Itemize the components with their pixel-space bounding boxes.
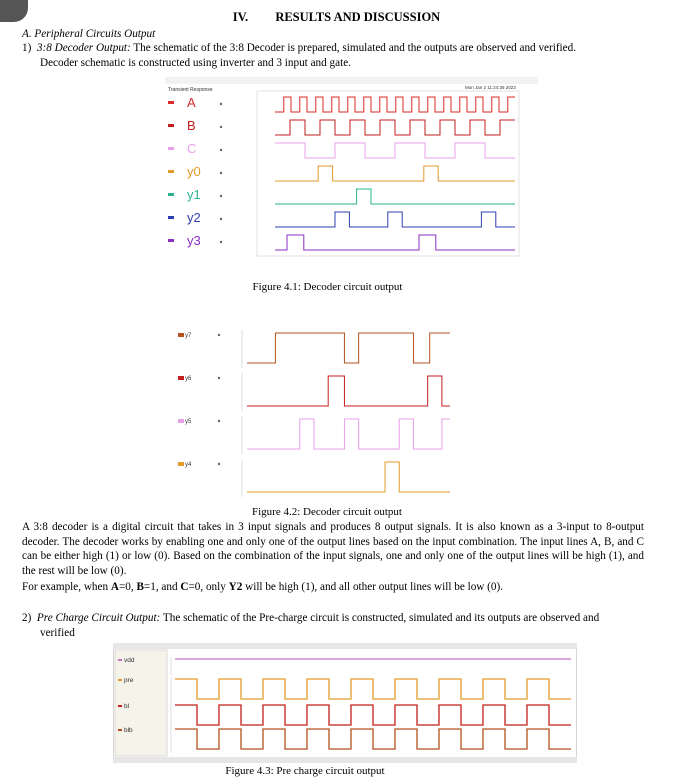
- legend-dot: [218, 420, 220, 422]
- item2-title: Pre Charge Circuit Output:: [36, 612, 161, 624]
- decoder-description: A 3:8 decoder is a digital circuit that takes in 3 input signals and produces 8 output signals. It is also known as a 3-input to 8-output decoder. The decoder works by enabling one and only one of the output lines based on the input combination. The input lines A, B, and C can be either high (1) or low (0). Based on the combination of the input signals, one and only one of the output lines will be high (1), and the rest will be low (0).: [22, 521, 644, 577]
- legend-label-blb: blb: [124, 727, 133, 734]
- legend-swatch-y5: [178, 419, 184, 423]
- figure1-plot: [165, 77, 538, 272]
- figure3-titlebar: [113, 643, 577, 649]
- legend-label-c: C: [187, 141, 197, 156]
- legend-swatch-vdd: [118, 659, 122, 661]
- figure1-titlebar: [165, 77, 538, 84]
- example-b: B: [136, 581, 144, 593]
- item2-label: 2): [22, 612, 32, 624]
- section-title: RESULTS AND DISCUSSION: [275, 10, 441, 24]
- legend-swatch-y0: [168, 170, 174, 173]
- figure2-caption: Figure 4.2: Decoder circuit output: [252, 506, 402, 518]
- legend-dot: [220, 149, 222, 151]
- legend-label-pre: pre: [124, 677, 134, 684]
- legend-swatch-b: [168, 124, 174, 127]
- figure2-background: [172, 318, 457, 503]
- legend-label-a: A: [187, 95, 196, 110]
- section-number: IV.: [232, 10, 249, 24]
- legend-swatch-a: [168, 101, 174, 104]
- legend-label-y6: y6: [185, 376, 192, 382]
- legend-dot: [220, 218, 222, 220]
- figure3-statusbar: [113, 757, 577, 763]
- legend-label-y4: y4: [185, 462, 192, 468]
- legend-label-vdd: vdd: [124, 657, 135, 664]
- item1-title: 3:8 Decoder Output:: [36, 42, 131, 54]
- legend-swatch-blb: [118, 729, 122, 731]
- legend-swatch-y1: [168, 193, 174, 196]
- figure2-svg: [172, 318, 457, 503]
- legend-label-b: B: [187, 118, 196, 133]
- legend-dot: [220, 126, 222, 128]
- legend-label-y0: y0: [187, 164, 201, 179]
- figure3-plot: [113, 643, 577, 763]
- example-text-1: For example, when: [22, 581, 111, 593]
- example-text-2: =0,: [118, 581, 137, 593]
- figure3-caption: Figure 4.3: Pre charge circuit output: [225, 765, 385, 777]
- example-text-4: =0, only: [188, 581, 229, 593]
- legend-label-y3: y3: [187, 233, 201, 248]
- figure3-legend-panel: [115, 650, 167, 756]
- example-a: A: [110, 581, 119, 593]
- figure3-svg: [113, 643, 577, 763]
- legend-swatch-y4: [178, 462, 184, 466]
- legend-label-y2: y2: [187, 210, 201, 225]
- section-heading: [0, 10, 673, 25]
- figure1-panel-title: Transient Response: [168, 87, 213, 93]
- legend-swatch-pre: [118, 679, 122, 681]
- item1-line2: Decoder schematic is constructed using inverter and 3 input and gate.: [40, 57, 351, 69]
- item2-line2: verified: [40, 627, 75, 639]
- example-text-5: will be high (1), and all other output lines will be low (0).: [242, 581, 504, 593]
- legend-label-bl: bl: [124, 703, 130, 710]
- example-y2: Y2: [228, 581, 243, 593]
- legend-swatch-y6: [178, 376, 184, 380]
- legend-swatch-y7: [178, 333, 184, 337]
- legend-swatch-y2: [168, 216, 174, 219]
- legend-dot: [218, 463, 220, 465]
- legend-label-y5: y5: [185, 419, 192, 425]
- legend-dot: [220, 172, 222, 174]
- legend-dot: [220, 195, 222, 197]
- item1-line1: [22, 41, 644, 56]
- figure3-frame: [113, 643, 577, 763]
- figure1-svg: [165, 77, 538, 272]
- item1-text: The schematic of the 3:8 Decoder is prepared, simulated and the outputs are observed and verified.: [130, 42, 577, 54]
- legend-swatch-bl: [118, 705, 122, 707]
- item1-label: 1): [22, 42, 32, 54]
- decoder-example: [22, 580, 644, 595]
- figure1-date: Mon Jan 2 11:24:35 2023: [465, 85, 516, 90]
- legend-dot: [220, 241, 222, 243]
- figure1-caption: Figure 4.1: Decoder circuit output: [252, 281, 403, 293]
- subsection-heading: A. Peripheral Circuits Output: [22, 28, 156, 40]
- item2-text: The schematic of the Pre-charge circuit is constructed, simulated and its outputs are observed and: [160, 612, 600, 624]
- legend-dot: [218, 377, 220, 379]
- legend-dot: [218, 334, 220, 336]
- item2-line1: [22, 611, 644, 626]
- legend-swatch-y3: [168, 239, 174, 242]
- legend-swatch-c: [168, 147, 174, 150]
- legend-dot: [220, 103, 222, 105]
- figure2-plot: [172, 318, 457, 503]
- example-c: C: [180, 581, 189, 593]
- legend-label-y7: y7: [185, 333, 192, 339]
- legend-label-y1: y1: [187, 187, 201, 202]
- example-text-3: =1, and: [143, 581, 181, 593]
